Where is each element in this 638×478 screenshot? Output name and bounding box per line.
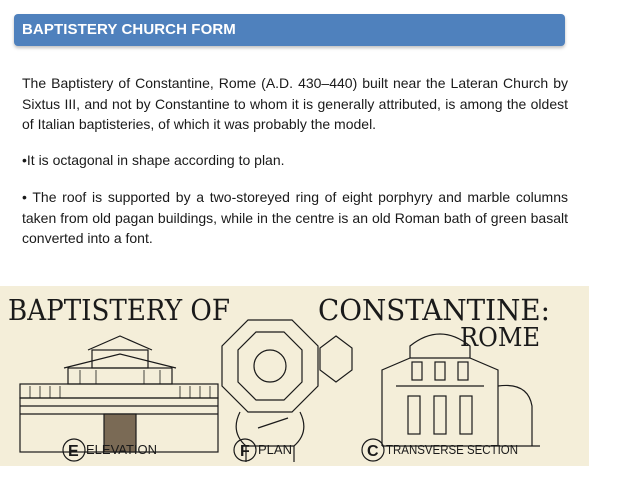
caption-section	[362, 439, 518, 461]
caption-plan-text: PLAN	[258, 442, 292, 457]
caption-elevation	[63, 439, 157, 461]
drawing-title-right: CONSTANTINE:	[318, 293, 550, 327]
bullet-roof-columns: • The roof is supported by a two-storeyed ring of eight porphyry and marble columns taken from old pagan buildings, while in the centre is an old Roman bath of green basalt converted into a font.	[22, 189, 568, 246]
bullet-octagonal: •It is octagonal in shape according to plan.	[22, 152, 285, 168]
drawing-subtitle: ROME	[460, 323, 540, 353]
caption-elevation-text: ELEVATION	[86, 442, 158, 457]
caption-elevation-letter: E	[68, 443, 79, 460]
caption-plan	[234, 439, 292, 461]
slide-title: BAPTISTERY CHURCH FORM	[22, 21, 236, 38]
caption-section-letter: C	[367, 443, 379, 460]
caption-plan-letter: F	[240, 443, 250, 460]
drawing-title-left: BAPTISTERY OF	[8, 293, 230, 327]
architectural-sketch	[0, 286, 589, 466]
caption-section-text: TRANSVERSE SECTION	[386, 442, 518, 457]
baptistery-drawing	[0, 286, 589, 466]
elevation-sketch	[20, 336, 218, 452]
plan-sketch	[222, 320, 352, 462]
intro-paragraph: The Baptistery of Constantine, Rome (A.D. 430–440) built near the Lateran Church by Sixtus III, and not by Constantine to whom it is generally attributed, is among the oldest of Italian baptisteries, of which it was probably the model.	[22, 75, 568, 132]
title-bar	[14, 14, 565, 46]
